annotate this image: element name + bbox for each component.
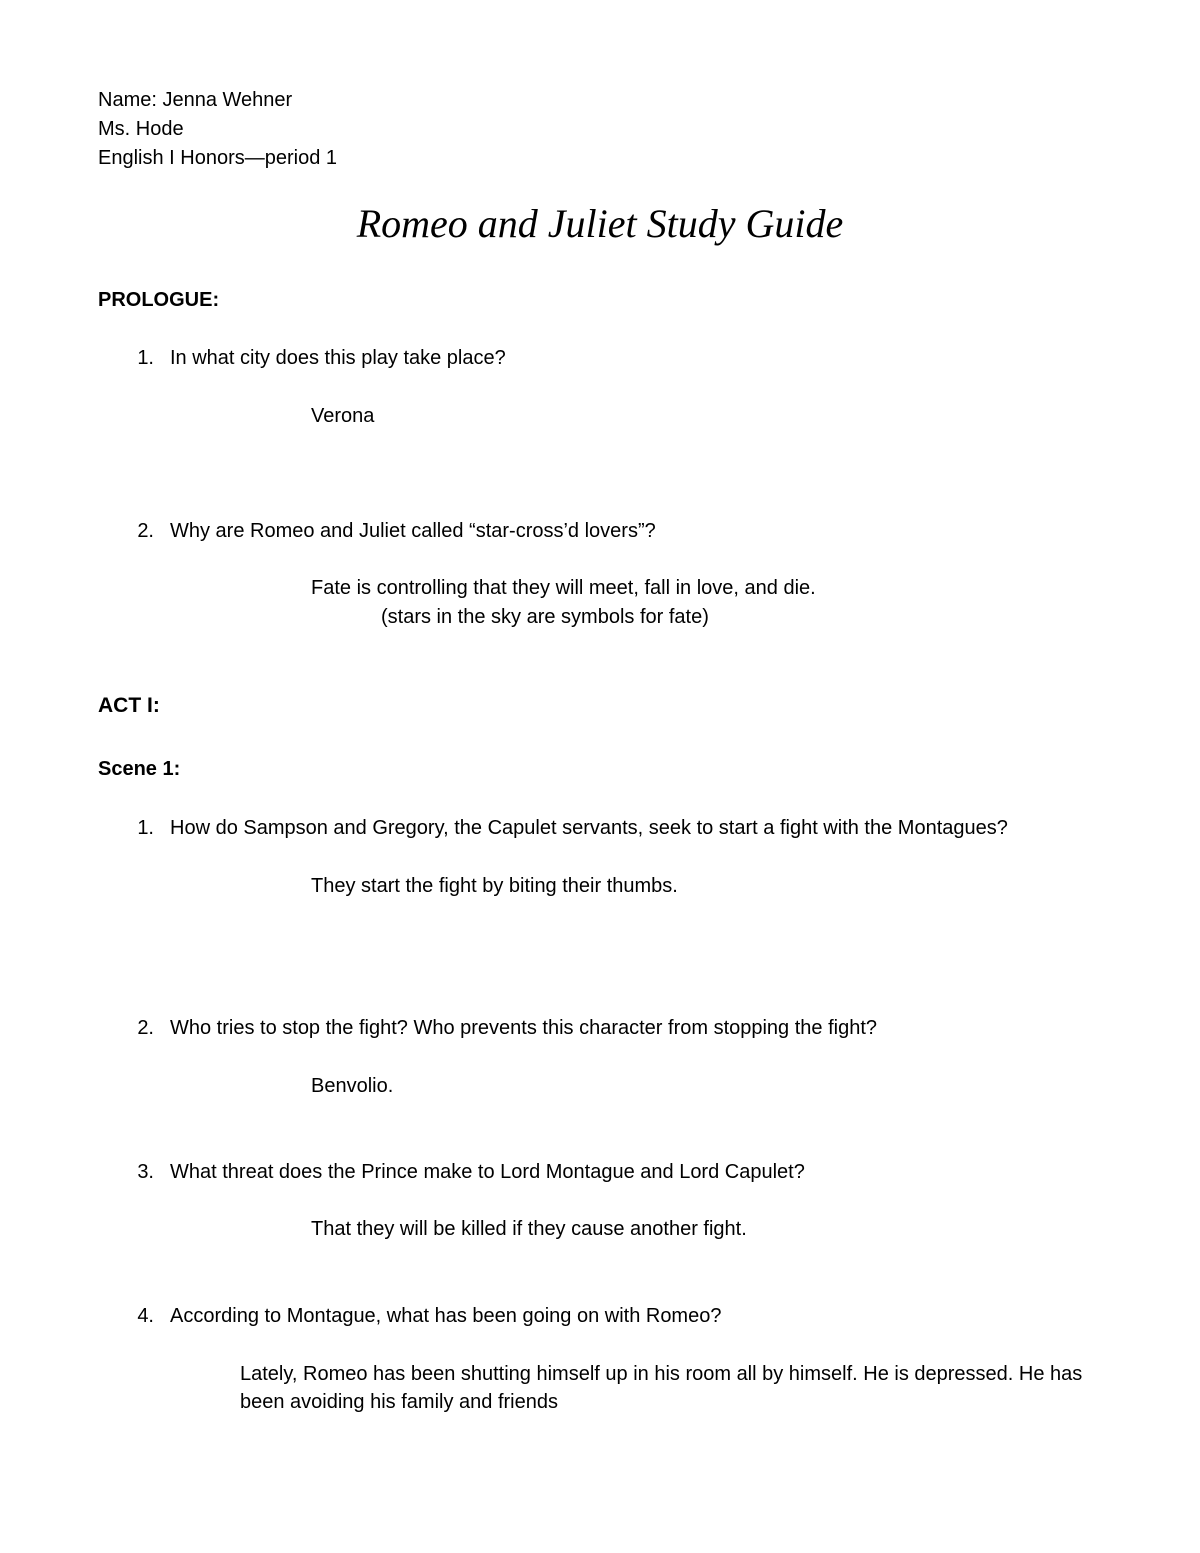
question-number: 1. xyxy=(137,817,154,839)
page-title: Romeo and Juliet Study Guide xyxy=(356,201,844,246)
answer-text: They start the fight by biting their thumbs. xyxy=(311,875,678,897)
question-number: 4. xyxy=(137,1305,154,1327)
section-heading-act-1: ACT I: xyxy=(98,694,160,717)
answer-text: That they will be killed if they cause another fight. xyxy=(311,1218,747,1240)
answer-text: Lately, Romeo has been shutting himself up in his room all by himself. He is depressed. He has been avoiding his family and friends xyxy=(240,1363,1083,1413)
teacher-name: Ms. Hode xyxy=(98,118,184,140)
question-text: According to Montague, what has been going on with Romeo? xyxy=(170,1305,722,1327)
question-number: 3. xyxy=(137,1161,154,1183)
question-text: Who tries to stop the fight? Who prevents this character from stopping the fight? xyxy=(170,1017,878,1039)
question-text: Why are Romeo and Juliet called “star-cross’d lovers”? xyxy=(170,520,656,542)
answer-text: Verona xyxy=(311,405,375,427)
answer-text: Benvolio. xyxy=(311,1075,394,1097)
question-text: In what city does this play take place? xyxy=(170,347,506,369)
question-number: 2. xyxy=(137,1017,154,1039)
question-number: 2. xyxy=(137,520,154,542)
answer-text: Fate is controlling that they will meet, fall in love, and die. xyxy=(311,577,816,599)
student-name: Name: Jenna Wehner xyxy=(98,89,293,111)
question-number: 1. xyxy=(137,347,154,369)
answer-note: (stars in the sky are symbols for fate) xyxy=(381,606,709,628)
question-text: What threat does the Prince make to Lord Montague and Lord Capulet? xyxy=(170,1161,805,1183)
class-period: English I Honors—period 1 xyxy=(98,147,338,169)
section-heading-prologue: PROLOGUE: xyxy=(98,289,220,311)
scene-heading: Scene 1: xyxy=(98,758,181,780)
question-text: How do Sampson and Gregory, the Capulet servants, seek to start a fight with the Montagues? xyxy=(170,817,1008,839)
